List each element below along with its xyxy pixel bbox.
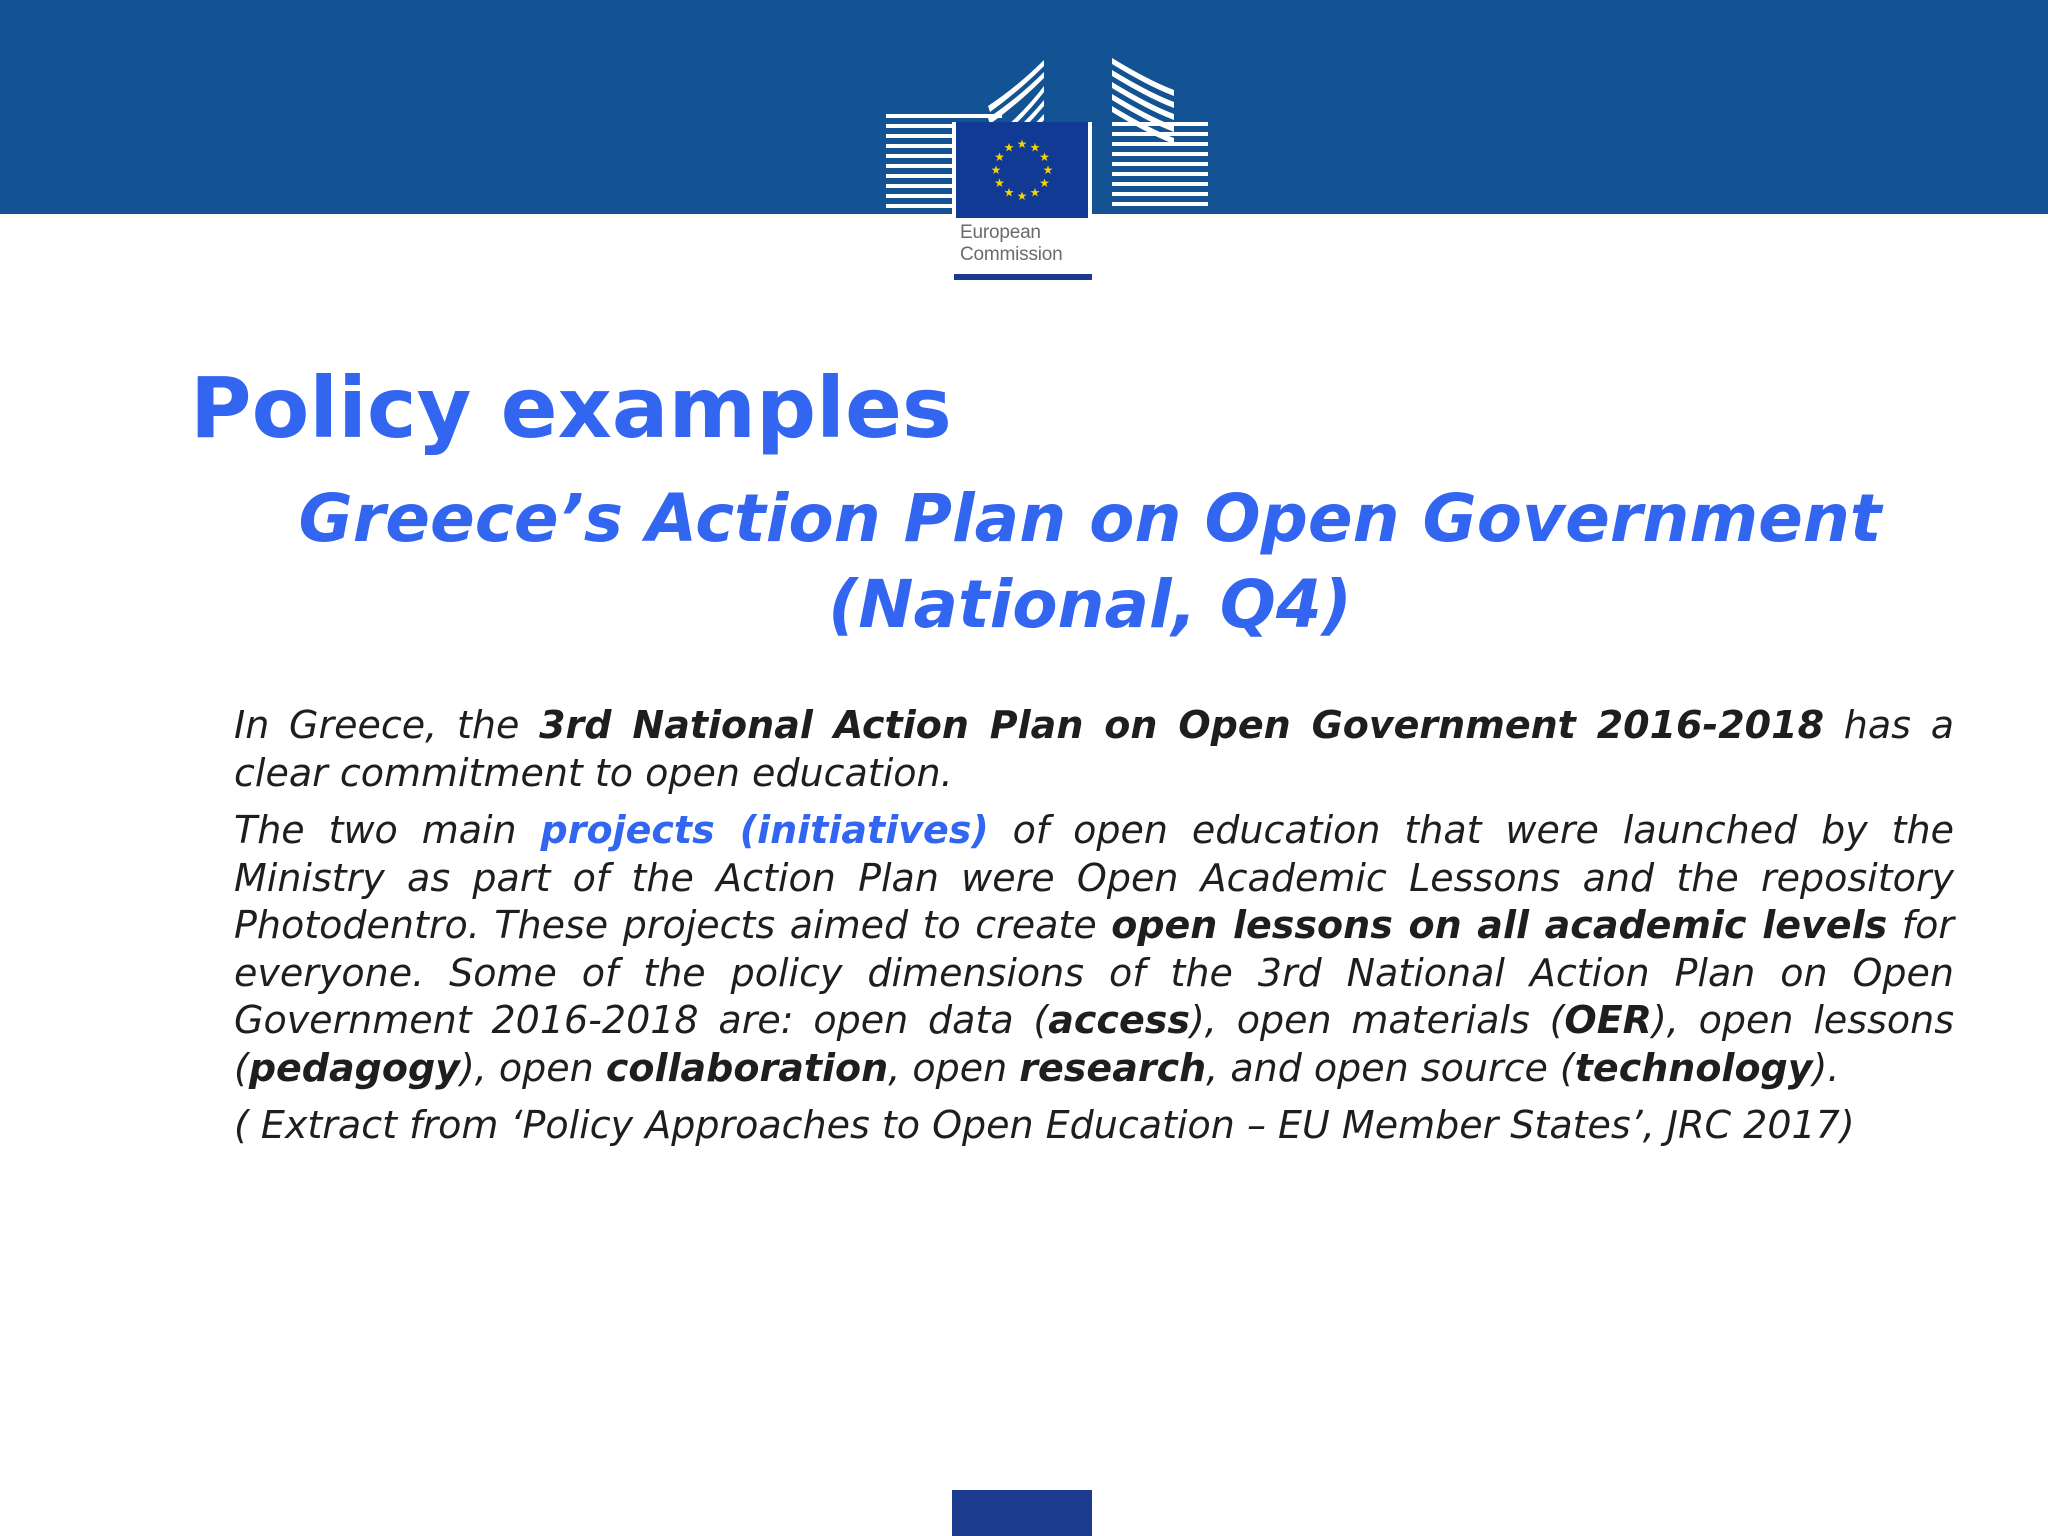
text-run: , and open source (	[1206, 1045, 1575, 1090]
subtitle-line-1: Greece’s Action Plan on Open Government	[298, 480, 1882, 557]
bold-collaboration: collaboration	[605, 1045, 889, 1090]
logo-wordmark	[960, 222, 1063, 266]
paragraph-source: ( Extract from ‘Policy Approaches to Open Education – EU Member States’, JRC 2017)	[234, 1103, 1855, 1147]
svg-text:★: ★	[1042, 163, 1054, 177]
svg-text:★: ★	[1029, 140, 1041, 155]
svg-text:★: ★	[1029, 185, 1041, 200]
text-run: for everyone. Some of the policy dimensions of the 3rd National Action Plan on Open Government 2016-2018 are: open data (	[234, 903, 1954, 1042]
text-run: ).	[1812, 1045, 1840, 1090]
european-commission-logo	[878, 56, 1214, 286]
text-run: The two main	[234, 808, 541, 852]
paragraph-intro	[234, 702, 1954, 797]
svg-text:★: ★	[1016, 189, 1028, 203]
eu-flag-icon	[952, 122, 1092, 222]
bold-open-lessons: open lessons on all academic levels	[1111, 903, 1888, 947]
slide-body	[234, 702, 1954, 1160]
svg-text:★: ★	[1003, 185, 1015, 200]
text-run: ), open	[459, 1045, 606, 1090]
svg-text:★: ★	[1016, 137, 1028, 151]
slide-subtitle	[200, 476, 1980, 648]
paragraph-projects	[234, 807, 1954, 1092]
text-run: In Greece, the	[234, 703, 540, 747]
svg-text:★: ★	[994, 176, 1005, 190]
highlight-projects: projects (initiatives)	[540, 808, 989, 852]
slide-title: Policy examples	[190, 359, 952, 457]
text-run: ), open materials (	[1189, 998, 1565, 1042]
svg-text:★: ★	[1003, 140, 1015, 155]
svg-text:★: ★	[1039, 176, 1050, 190]
subtitle-line-2: (National, Q4)	[828, 566, 1352, 643]
svg-text:★: ★	[994, 150, 1005, 164]
footer-flag-bar	[952, 1490, 1092, 1536]
bold-technology: technology	[1574, 1045, 1813, 1090]
text-run: has a clear commitment to open education.	[234, 703, 1954, 795]
bold-access: access	[1048, 998, 1190, 1042]
text-run: , open	[888, 1045, 1020, 1090]
logo-line-commission: Commission	[960, 244, 1063, 265]
bold-pedagogy: pedagogy	[248, 1045, 460, 1090]
text-run: ), open lessons (	[234, 998, 1955, 1090]
svg-text:★: ★	[1039, 150, 1050, 164]
bold-research: research	[1019, 1045, 1207, 1090]
text-run: of open education that were launched by the Ministry as part of the Action Plan were Open Academic Lessons and the repository Photodentro. These projects aimed to create	[234, 808, 1955, 947]
bold-plan-name: 3rd National Action Plan on Open Government 2016-2018	[539, 703, 1825, 747]
bold-oer: OER	[1564, 998, 1652, 1042]
logo-line-european: European	[960, 222, 1041, 243]
logo-underline	[954, 274, 1092, 280]
svg-text:★: ★	[990, 163, 1002, 177]
